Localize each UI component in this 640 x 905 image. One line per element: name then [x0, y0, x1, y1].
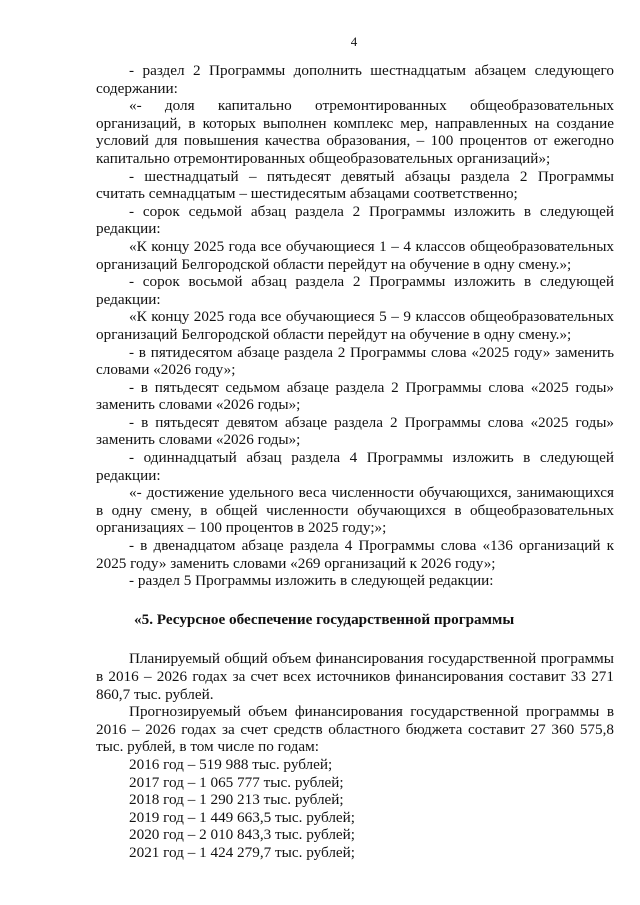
section-heading: «5. Ресурсное обеспечение государственной программы — [134, 610, 515, 628]
paragraph: - одиннадцатый абзац раздела 4 Программы изложить в следующей редакции: — [96, 449, 614, 484]
year-funding-line: 2020 год – 2 010 843,3 тыс. рублей; — [129, 826, 356, 844]
paragraph: - в пятьдесят седьмом абзаце раздела 2 Программы слова «2025 годы» заменить словами «2026 годы»; — [96, 378, 614, 414]
paragraph: «- доля капитально отремонтированных общеобразовательных организаций, в которых выполнен комплекс мер, направленных на создание условий для повышения качества образования, – 100 процентов от ежегодно капитально отремонтированных общеобразовательных организаций»; — [96, 97, 614, 167]
paragraph: - раздел 2 Программы дополнить шестнадцатым абзацем следующего содержании: — [96, 62, 614, 97]
paragraph: «К концу 2025 года все обучающиеся 5 – 9 классов общеобразовательных организаций Белгородской области перейдут на обучение в одну смену.»; — [96, 308, 614, 343]
paragraph: - сорок седьмой абзац раздела 2 Программы изложить в следующей редакции: — [96, 202, 614, 238]
year-funding-line: 2017 год – 1 065 777 тыс. рублей; — [129, 773, 344, 791]
paragraph: «- достижение удельного веса численности обучающихся, занимающихся в одну смену, в общей численности обучающихся в общеобразовательных организациях – 100 процентов в 2025 году;»; — [96, 484, 614, 537]
page-number: 4 — [350, 34, 358, 49]
paragraph: - сорок восьмой абзац раздела 2 Программы изложить в следующей редакции: — [96, 273, 614, 308]
funding-paragraph: Прогнозируемый объем финансирования государственной программы в 2016 – 2026 годах за счет средств областного бюджета составит 27 360 575,8 тыс. рублей, в том числе по годам: — [96, 703, 614, 756]
paragraph: - раздел 5 Программы изложить в следующей редакции: — [129, 572, 494, 590]
year-funding-line: 2019 год – 1 449 663,5 тыс. рублей; — [129, 808, 356, 826]
paragraph: - в пятьдесят девятом абзаце раздела 2 Программы слова «2025 годы» заменить словами «2026 годы»; — [96, 413, 614, 449]
paragraph: «К концу 2025 года все обучающиеся 1 – 4 классов общеобразовательных организаций Белгородской области перейдут на обучение в одну смену.»; — [96, 237, 614, 273]
paragraph: - в пятидесятом абзаце раздела 2 Программы слова «2025 году» заменить словами «2026 году»; — [96, 343, 614, 379]
paragraph: - шестнадцатый – пятьдесят девятый абзацы раздела 2 Программы считать семнадцатым – шестидесятым абзацами соответственно; — [96, 167, 614, 203]
funding-paragraph: Планируемый общий объем финансирования государственной программы в 2016 – 2026 годах за счет всех источников финансирования составит 33 271 860,7 тыс. рублей. — [96, 650, 614, 703]
paragraph: - в двенадцатом абзаце раздела 4 Программы слова «136 организаций к 2025 году» заменить словами «269 организаций к 2026 году»; — [96, 537, 614, 572]
year-funding-line: 2021 год – 1 424 279,7 тыс. рублей; — [129, 843, 356, 861]
year-funding-line: 2016 год – 519 988 тыс. рублей; — [129, 755, 333, 773]
year-funding-line: 2018 год – 1 290 213 тыс. рублей; — [129, 791, 344, 809]
document-body — [96, 62, 614, 862]
